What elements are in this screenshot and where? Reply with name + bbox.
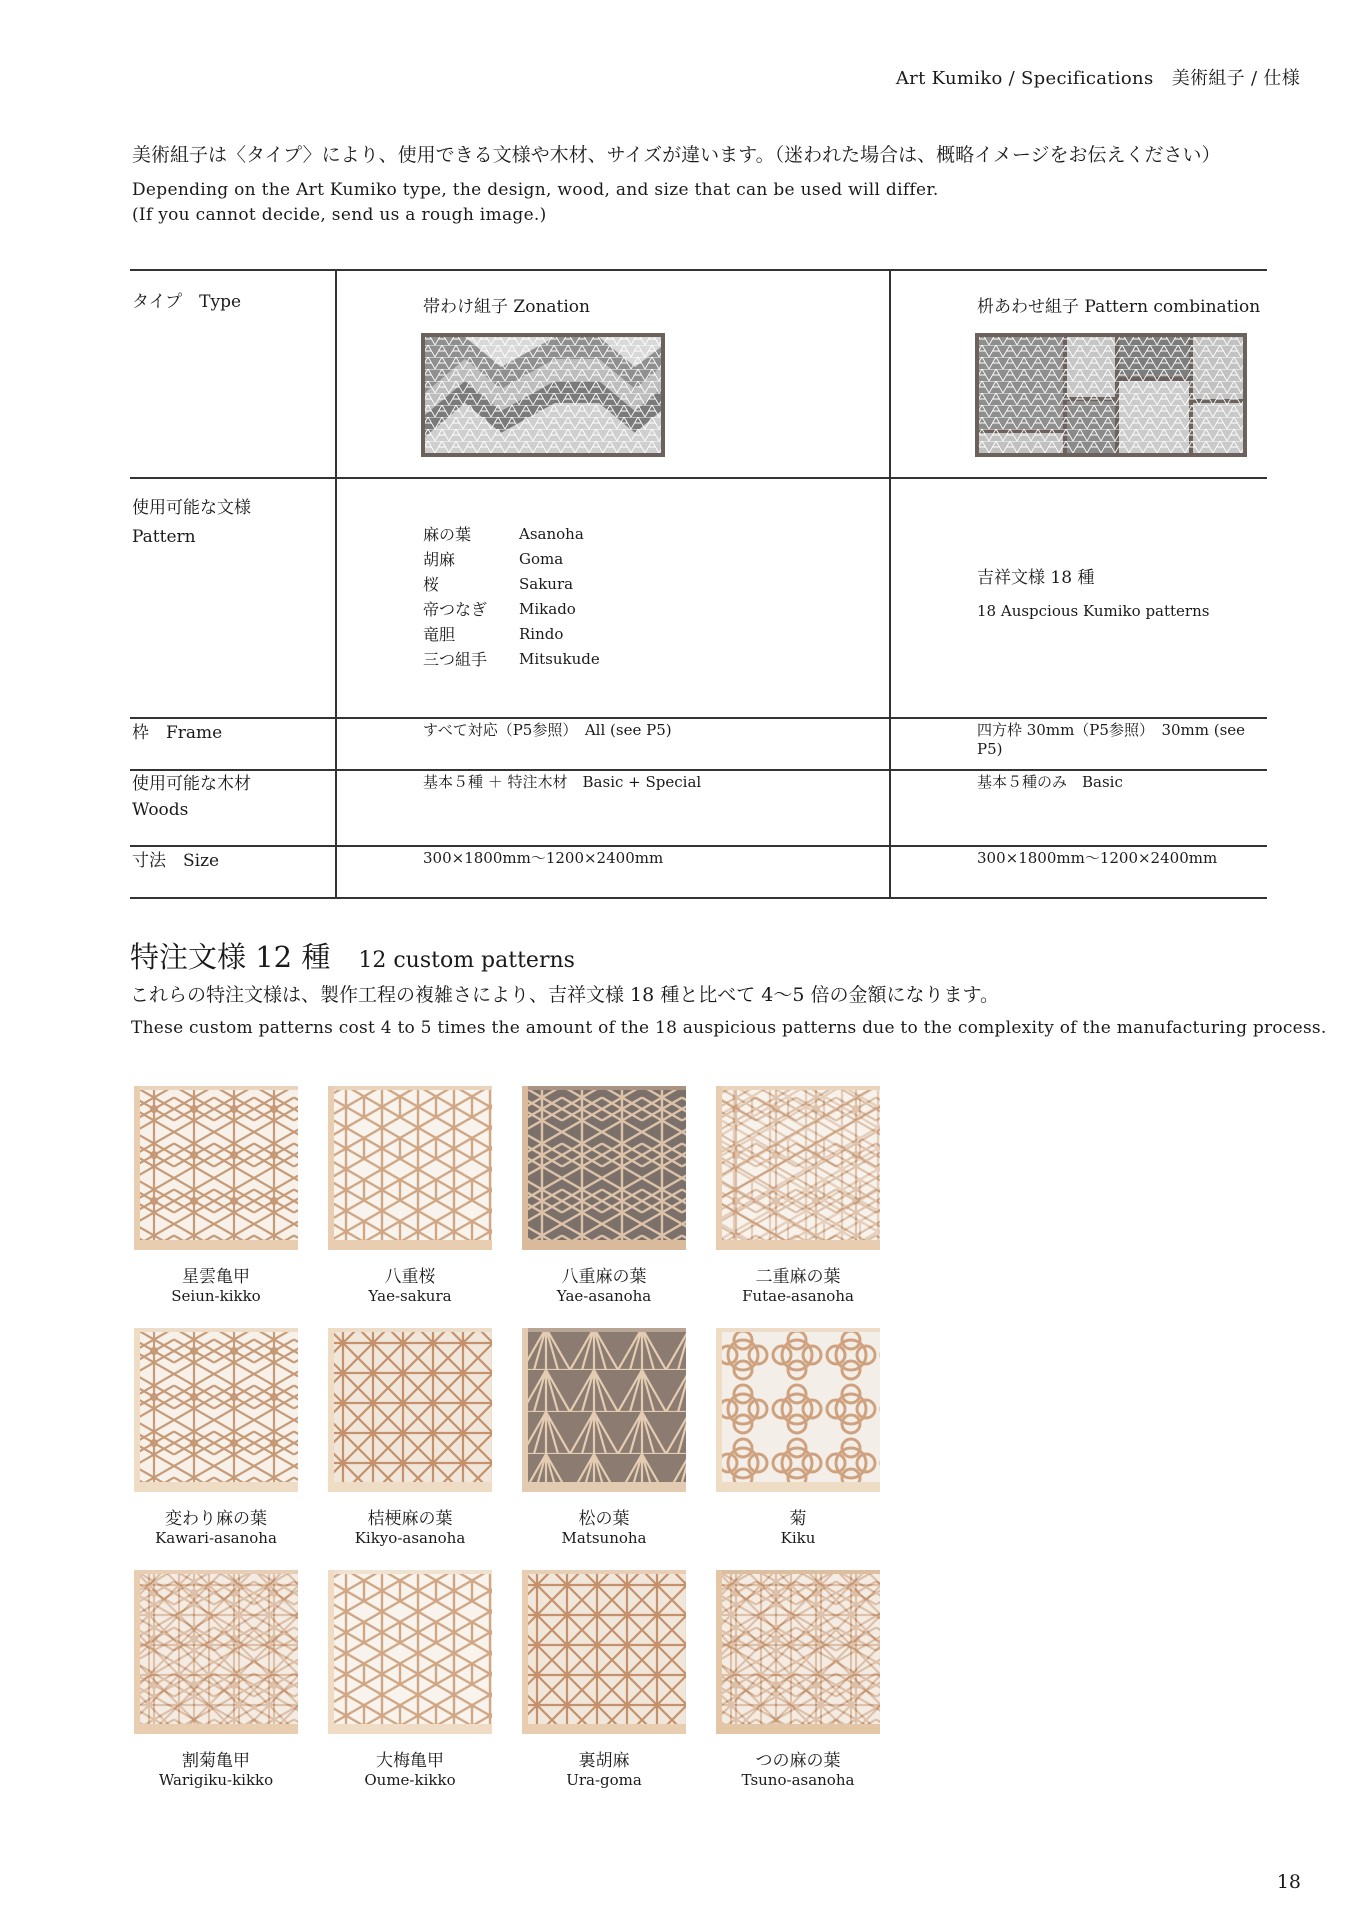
pattern-caption-jp: 松の葉 xyxy=(578,1509,630,1529)
intro-en xyxy=(132,178,939,228)
pattern-image-yae-sakura xyxy=(328,1086,492,1250)
pattern-caption-jp: 割菊亀甲 xyxy=(182,1751,250,1771)
zonation-image xyxy=(421,333,665,457)
row-pattern xyxy=(130,478,1267,718)
pattern-image-matsunoha xyxy=(522,1328,686,1492)
col2-title: 枡あわせ組子 Pattern combination xyxy=(977,297,1261,317)
auspicious-patterns-en: 18 Auspcious Kumiko patterns xyxy=(977,602,1210,620)
auspicious-patterns-jp: 吉祥文様 18 種 xyxy=(977,568,1095,588)
pattern-caption-jp: 変わり麻の葉 xyxy=(165,1509,267,1529)
pattern-caption-en: Kikyo-asanoha xyxy=(354,1529,466,1547)
pattern-caption-en: Futae-asanoha xyxy=(742,1287,854,1305)
pattern-image-oume-kikko xyxy=(328,1570,492,1734)
intro-en-line1: Depending on the Art Kumiko type, the design, wood, and size that can be used will differ. xyxy=(132,180,939,200)
row-woods xyxy=(130,770,1267,846)
spec-table xyxy=(130,269,1267,899)
pattern-item: 胡麻 Goma xyxy=(423,549,564,569)
pattern-caption-jp: 菊 xyxy=(789,1509,807,1529)
pattern-caption-jp: 裏胡麻 xyxy=(578,1751,630,1771)
pattern-caption-en: Ura-goma xyxy=(566,1771,642,1789)
woods-label-jp: 使用可能な木材 xyxy=(132,774,251,794)
pattern-item: 帝つなぎ Mikado xyxy=(423,599,576,619)
pattern-image-kawari-asanoha xyxy=(134,1328,298,1492)
frame-col1: すべて対応（P5参照） All (see P5) xyxy=(423,721,672,739)
page-header: Art Kumiko / Specifications 美術組子 / 仕様 xyxy=(895,68,1300,89)
woods-col1: 基本５種 ＋ 特注木材 Basic + Special xyxy=(423,773,702,791)
pattern-image-seiun-kikko xyxy=(134,1086,298,1250)
pattern-caption-jp: 八重桜 xyxy=(384,1267,436,1287)
row-size xyxy=(130,846,1267,898)
pattern-caption-en: Warigiku-kikko xyxy=(158,1771,274,1789)
pattern-caption-en: Oume-kikko xyxy=(364,1771,456,1789)
pattern-item: 桜 Sakura xyxy=(423,574,574,594)
size-col2: 300×1800mm〜1200×2400mm xyxy=(977,849,1218,867)
pattern-caption-jp: 桔梗麻の葉 xyxy=(367,1509,453,1529)
pattern-label-jp: 使用可能な文様 xyxy=(132,498,251,518)
custom-desc-en: These custom patterns cost 4 to 5 times the amount of the 18 auspicious patterns due to the complexity of the manufacturing process. xyxy=(131,1018,1327,1038)
pattern-caption-jp: 大梅亀甲 xyxy=(376,1751,444,1771)
woods-label-en: Woods xyxy=(132,800,189,820)
pattern-caption-en: Yae-asanoha xyxy=(556,1287,652,1305)
pattern-caption-jp: 二重麻の葉 xyxy=(755,1267,841,1287)
pattern-caption-en: Kiku xyxy=(780,1529,816,1547)
pattern-caption-en: Kawari-asanoha xyxy=(155,1529,277,1547)
frame-label: 枠 Frame xyxy=(132,723,223,743)
pattern-image-ura-goma xyxy=(522,1570,686,1734)
pattern-caption-en: Yae-sakura xyxy=(368,1287,452,1305)
pattern-caption-jp: 八重麻の葉 xyxy=(561,1267,647,1287)
pattern-caption-en: Tsuno-asanoha xyxy=(741,1771,855,1789)
pattern-image-kiku xyxy=(716,1328,880,1492)
pattern-combination-image xyxy=(975,333,1247,457)
pattern-label-en: Pattern xyxy=(132,527,196,547)
custom-section-title xyxy=(130,935,575,976)
intro-jp: 美術組子は〈タイプ〉により、使用できる文様や木材、サイズが違います。（迷われた場合は、概略イメージをお伝えください） xyxy=(132,144,1221,166)
pattern-caption-en: Seiun-kikko xyxy=(171,1287,261,1305)
pattern-caption-jp: つの麻の葉 xyxy=(755,1751,841,1771)
custom-desc-jp: これらの特注文様は、製作工程の複雑さにより、吉祥文様 18 種と比べて 4〜5 倍の金額になります。 xyxy=(130,984,999,1006)
custom-title-en: 12 custom patterns xyxy=(358,948,575,973)
pattern-item: 麻の葉 Asanoha xyxy=(423,524,584,544)
intro-en-line2: (If you cannot decide, send us a rough image.) xyxy=(132,205,547,225)
size-label: 寸法 Size xyxy=(132,851,220,871)
pattern-image-yae-asanoha xyxy=(522,1086,686,1250)
pattern-image-futae-asanoha xyxy=(716,1086,880,1250)
frame-col2: 四方枠 30mm（P5参照） 30mm (see P5) xyxy=(977,721,1246,758)
pattern-image-warigiku-kikko xyxy=(134,1570,298,1734)
row-frame xyxy=(130,718,1267,770)
custom-title-jp: 特注文様 12 種 xyxy=(130,940,331,974)
type-label: タイプ Type xyxy=(132,292,242,312)
woods-col2: 基本５種のみ Basic xyxy=(977,773,1123,791)
row-type xyxy=(130,270,1267,478)
pattern-item: 竜胆 Rindo xyxy=(423,624,564,644)
pattern-caption-jp: 星雲亀甲 xyxy=(182,1267,250,1287)
pattern-image-kikyo-asanoha xyxy=(328,1328,492,1492)
size-col1: 300×1800mm〜1200×2400mm xyxy=(423,849,664,867)
col1-title: 帯わけ組子 Zonation xyxy=(423,297,590,317)
pattern-caption-en: Matsunoha xyxy=(561,1529,647,1547)
pattern-list xyxy=(423,521,889,671)
pattern-item: 三つ組手 Mitsukude xyxy=(423,649,600,669)
pattern-image-tsuno-asanoha xyxy=(716,1570,880,1734)
page-number: 18 xyxy=(1276,1871,1301,1893)
